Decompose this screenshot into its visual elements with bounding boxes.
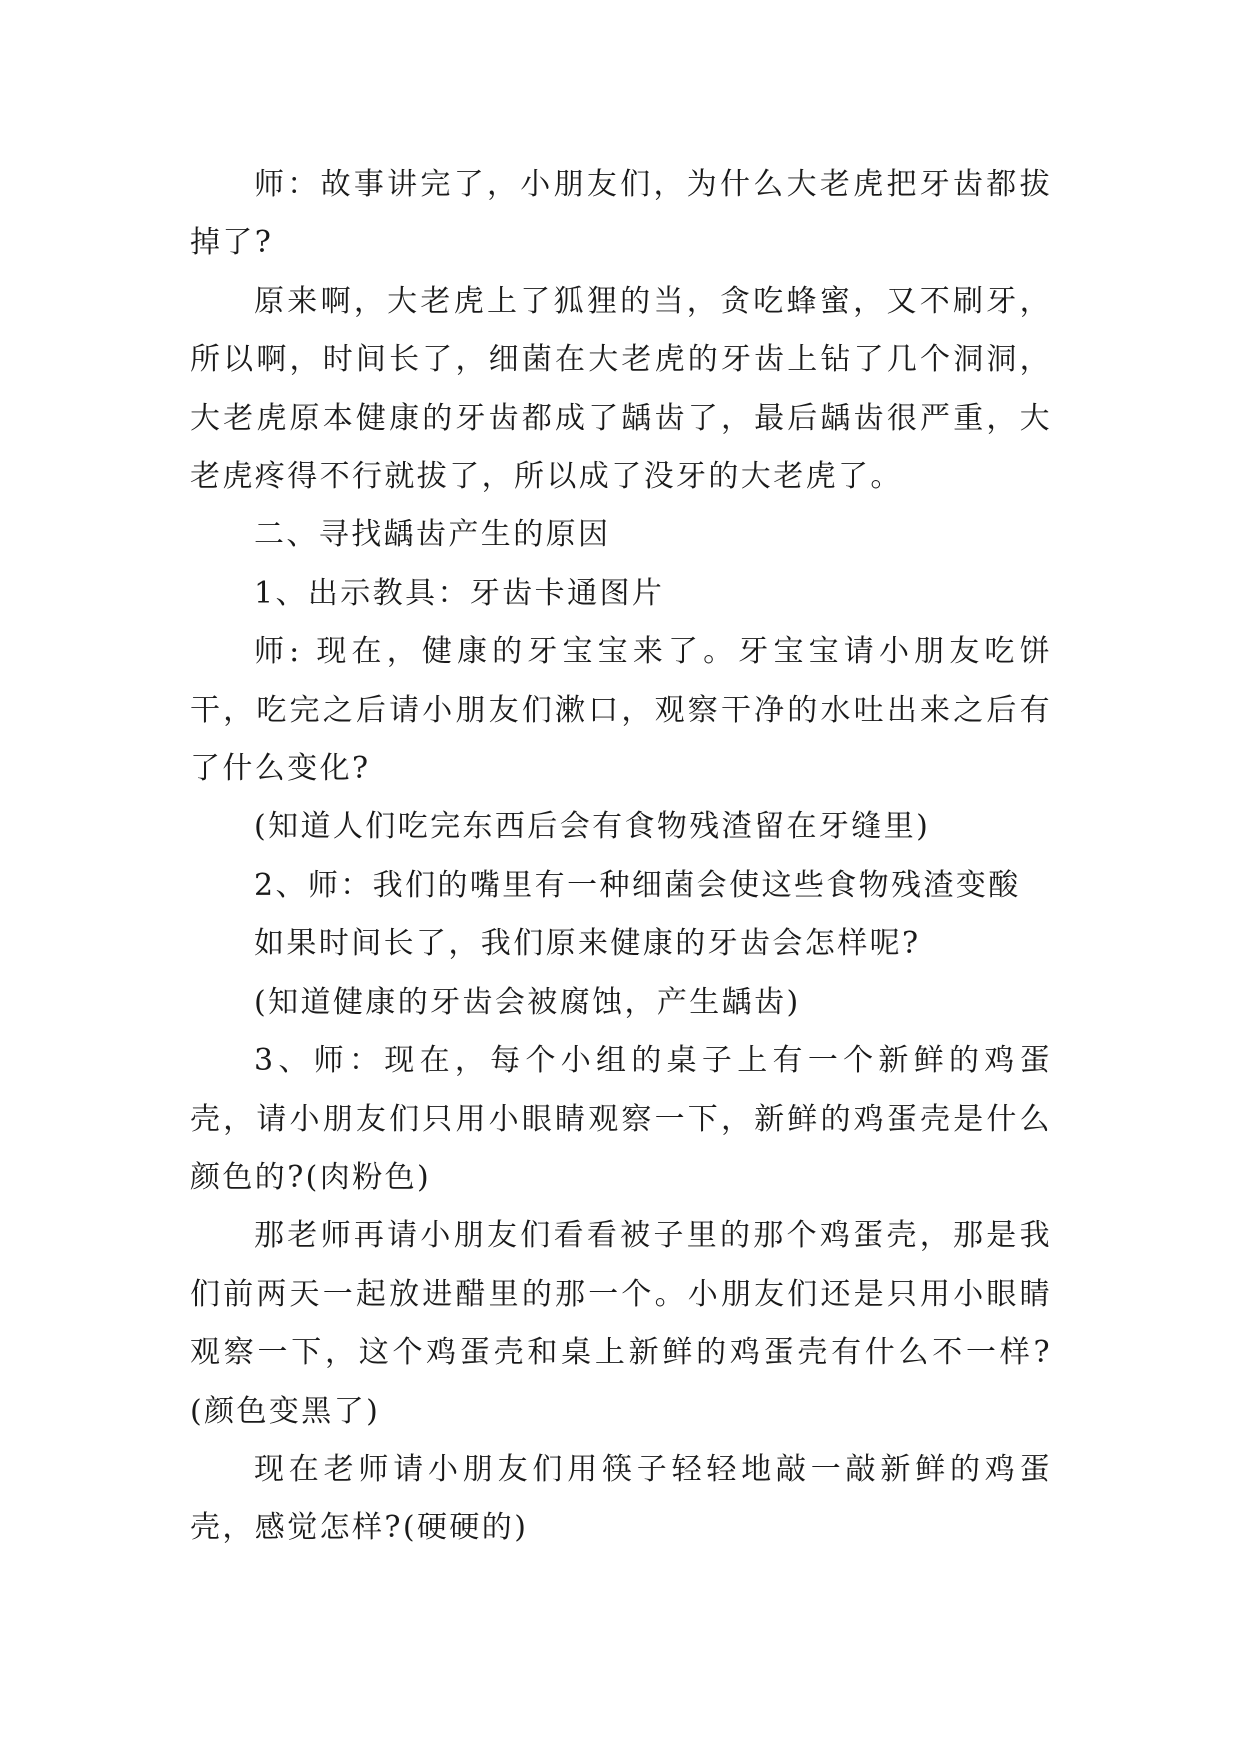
paragraph-chopsticks: 现在老师请小朋友们用筷子轻轻地敲一敲新鲜的鸡蛋壳，感觉怎样?(硬硬的) [190, 1451, 1052, 1546]
document-body [190, 156, 1052, 1558]
paragraph-tooth-baby: 师: 现在，健康的牙宝宝来了。牙宝宝请小朋友吃饼干，吃完之后请小朋友们漱口，观察干净的水吐出来之后有了什么变化? [190, 634, 1052, 787]
list-item-3: 3、师：现在，每个小组的桌子上有一个新鲜的鸡蛋壳，请小朋友们只用小眼睛观察一下，新鲜的鸡蛋壳是什么颜色的?(肉粉色) [190, 1043, 1052, 1195]
paragraph-vinegar-eggshell: 那老师再请小朋友们看看被子里的那个鸡蛋壳，那是我们前两天一起放进醋里的那一个。小朋友们还是只用小眼睛观察一下，这个鸡蛋壳和桌上新鲜的鸡蛋壳有什么不一样?(颜色变黑了) [190, 1218, 1052, 1429]
paragraph-question-teeth: 如果时间长了，我们原来健康的牙齿会怎样呢? [254, 926, 921, 962]
list-item-2: 2、师：我们的嘴里有一种细菌会使这些食物残渣变酸 [254, 867, 1021, 903]
note-food-residue: (知道人们吃完东西后会有食物残渣留在牙缝里) [254, 809, 931, 845]
paragraph-teacher-question: 师：故事讲完了，小朋友们，为什么大老虎把牙齿都拔掉了? [190, 167, 1052, 261]
paragraph-story-explanation: 原来啊，大老虎上了狐狸的当，贪吃蜂蜜，又不刷牙，所以啊，时间长了，细菌在大老虎的牙齿上钻了几个洞洞，大老虎原本健康的牙齿都成了龋齿了，最后龋齿很严重，大老虎疼得不行就拔了，所以成了没牙的大老虎了。 [190, 283, 1052, 495]
note-cavity: (知道健康的牙齿会被腐蚀，产生龋齿) [254, 984, 801, 1020]
section-heading-causes: 二、寻找龋齿产生的原因 [254, 517, 611, 553]
list-item-1: 1、出示教具：牙齿卡通图片 [254, 575, 665, 611]
